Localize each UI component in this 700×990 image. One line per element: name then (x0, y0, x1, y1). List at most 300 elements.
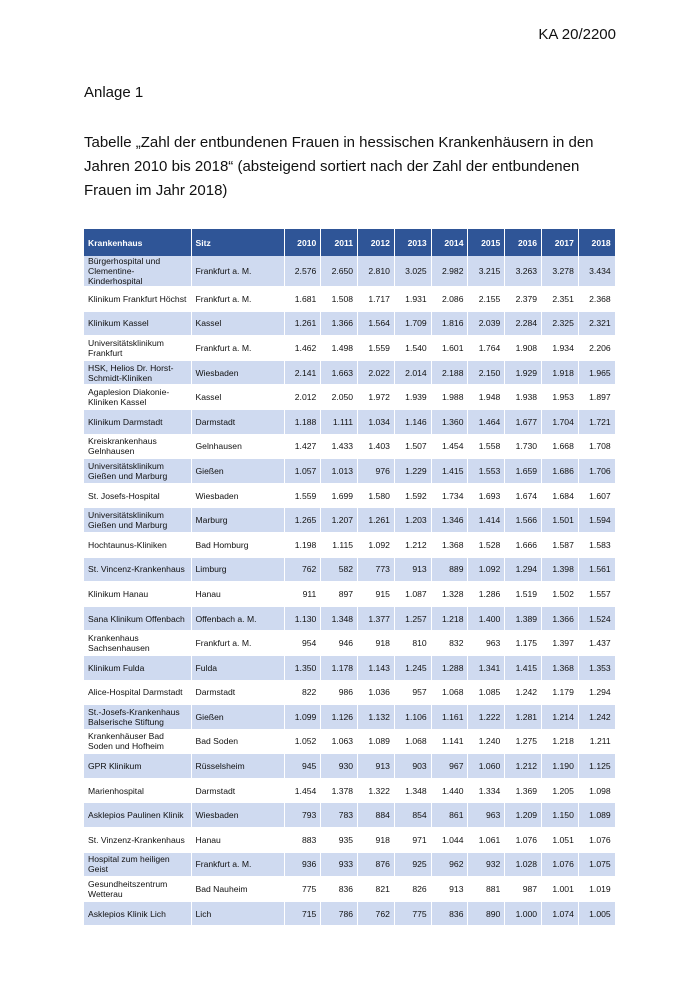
births-count-cell: 1.092 (468, 557, 505, 582)
births-count-cell: 1.089 (578, 803, 615, 828)
births-count-cell: 2.650 (321, 256, 358, 287)
births-count-cell: 1.559 (358, 336, 395, 361)
births-count-cell: 1.400 (468, 606, 505, 631)
hospital-name-cell: St. Josefs-Hospital (84, 483, 191, 508)
births-count-cell: 1.051 (542, 828, 579, 853)
column-header: 2016 (505, 229, 542, 256)
births-count-cell: 1.146 (394, 409, 431, 434)
hospital-name-cell: St.-Josefs-Krankenhaus Balserische Stiftung (84, 705, 191, 730)
births-count-cell: 1.089 (358, 729, 395, 754)
births-count-cell: 1.092 (358, 532, 395, 557)
location-cell: Frankfurt a. M. (191, 256, 284, 287)
births-count-cell: 1.218 (431, 606, 468, 631)
hospital-name-cell: St. Vincenz-Krankenhaus (84, 557, 191, 582)
table-row (84, 655, 615, 680)
births-count-cell: 1.175 (505, 631, 542, 656)
births-count-cell: 1.686 (542, 459, 579, 484)
births-count-cell: 1.286 (468, 582, 505, 607)
table-body (84, 256, 615, 926)
births-count-cell: 911 (284, 582, 321, 607)
births-count-cell: 1.075 (578, 852, 615, 877)
births-count-cell: 1.706 (578, 459, 615, 484)
location-cell: Rüsselsheim (191, 754, 284, 779)
births-count-cell: 1.212 (394, 532, 431, 557)
births-count-cell: 1.106 (394, 705, 431, 730)
births-count-cell: 1.076 (542, 852, 579, 877)
births-count-cell: 1.245 (394, 655, 431, 680)
births-count-cell: 1.281 (505, 705, 542, 730)
births-count-cell: 1.553 (468, 459, 505, 484)
location-cell: Hanau (191, 828, 284, 853)
births-count-cell: 1.366 (321, 311, 358, 336)
births-count-cell: 925 (394, 852, 431, 877)
births-count-cell: 1.074 (542, 901, 579, 926)
births-count-cell: 826 (394, 877, 431, 902)
births-count-cell: 1.240 (468, 729, 505, 754)
births-count-cell: 971 (394, 828, 431, 853)
column-header: 2010 (284, 229, 321, 256)
births-count-cell: 1.528 (468, 532, 505, 557)
table-row (84, 409, 615, 434)
births-count-cell: 2.321 (578, 311, 615, 336)
births-count-cell: 1.350 (284, 655, 321, 680)
location-cell: Bad Homburg (191, 532, 284, 557)
births-count-cell: 1.580 (358, 483, 395, 508)
table-row (84, 360, 615, 385)
column-header: Sitz (191, 229, 284, 256)
births-count-cell: 1.594 (578, 508, 615, 533)
births-count-cell: 1.115 (321, 532, 358, 557)
births-count-cell: 2.141 (284, 360, 321, 385)
births-count-cell: 915 (358, 582, 395, 607)
births-count-cell: 3.215 (468, 256, 505, 287)
location-cell: Offenbach a. M. (191, 606, 284, 631)
births-count-cell: 1.261 (358, 508, 395, 533)
births-count-cell: 2.188 (431, 360, 468, 385)
header-row (84, 229, 615, 256)
births-count-cell: 962 (431, 852, 468, 877)
column-header: 2014 (431, 229, 468, 256)
births-count-cell: 884 (358, 803, 395, 828)
births-count-cell: 1.068 (394, 729, 431, 754)
births-count-cell: 1.126 (321, 705, 358, 730)
births-count-cell: 1.965 (578, 360, 615, 385)
births-count-cell: 987 (505, 877, 542, 902)
location-cell: Frankfurt a. M. (191, 336, 284, 361)
births-count-cell: 1.294 (578, 680, 615, 705)
births-count-cell: 1.275 (505, 729, 542, 754)
births-count-cell: 932 (468, 852, 505, 877)
births-count-cell: 810 (394, 631, 431, 656)
births-count-cell: 1.087 (394, 582, 431, 607)
births-count-cell: 930 (321, 754, 358, 779)
births-count-cell: 1.368 (542, 655, 579, 680)
document-reference: KA 20/2200 (538, 26, 616, 43)
births-count-cell: 1.938 (505, 385, 542, 410)
births-count-cell: 1.557 (578, 582, 615, 607)
hospital-name-cell: GPR Klinikum (84, 754, 191, 779)
births-count-cell: 903 (394, 754, 431, 779)
births-count-cell: 1.132 (358, 705, 395, 730)
table-row (84, 385, 615, 410)
births-count-cell: 1.368 (431, 532, 468, 557)
column-header: 2015 (468, 229, 505, 256)
births-count-cell: 1.464 (468, 409, 505, 434)
births-count-cell: 876 (358, 852, 395, 877)
location-cell: Fulda (191, 655, 284, 680)
location-cell: Bad Nauheim (191, 877, 284, 902)
births-count-cell: 1.897 (578, 385, 615, 410)
births-count-cell: 1.218 (542, 729, 579, 754)
births-count-cell: 1.454 (431, 434, 468, 459)
births-count-cell: 1.415 (431, 459, 468, 484)
births-count-cell: 3.434 (578, 256, 615, 287)
table-row (84, 754, 615, 779)
births-count-cell: 1.674 (505, 483, 542, 508)
location-cell: Darmstadt (191, 680, 284, 705)
births-count-cell: 1.948 (468, 385, 505, 410)
births-count-cell: 1.693 (468, 483, 505, 508)
births-count-cell: 762 (284, 557, 321, 582)
births-count-cell: 1.212 (505, 754, 542, 779)
births-count-cell: 832 (431, 631, 468, 656)
births-count-cell: 1.677 (505, 409, 542, 434)
table-row (84, 256, 615, 287)
hospital-name-cell: HSK, Helios Dr. Horst-Schmidt-Kliniken (84, 360, 191, 385)
births-count-cell: 1.721 (578, 409, 615, 434)
births-count-cell: 1.130 (284, 606, 321, 631)
births-count-cell: 2.284 (505, 311, 542, 336)
births-count-cell: 1.111 (321, 409, 358, 434)
births-count-cell: 963 (468, 631, 505, 656)
table-row (84, 311, 615, 336)
births-count-cell: 1.704 (542, 409, 579, 434)
births-count-cell: 1.601 (431, 336, 468, 361)
location-cell: Gelnhausen (191, 434, 284, 459)
births-count-cell: 2.368 (578, 287, 615, 312)
births-count-cell: 1.583 (578, 532, 615, 557)
births-count-cell: 1.346 (431, 508, 468, 533)
hospital-name-cell: Agaplesion Diakonie-Kliniken Kassel (84, 385, 191, 410)
births-count-cell: 933 (321, 852, 358, 877)
births-count-cell: 1.462 (284, 336, 321, 361)
births-count-cell: 2.982 (431, 256, 468, 287)
births-count-cell: 1.939 (394, 385, 431, 410)
table-row (84, 287, 615, 312)
births-count-cell: 1.242 (578, 705, 615, 730)
births-count-cell: 1.057 (284, 459, 321, 484)
births-count-cell: 1.098 (578, 778, 615, 803)
births-count-cell: 1.211 (578, 729, 615, 754)
births-count-cell: 1.398 (542, 557, 579, 582)
births-count-cell: 1.036 (358, 680, 395, 705)
location-cell: Frankfurt a. M. (191, 631, 284, 656)
births-count-cell: 1.666 (505, 532, 542, 557)
births-count-cell: 2.325 (542, 311, 579, 336)
births-count-cell: 967 (431, 754, 468, 779)
births-count-cell: 773 (358, 557, 395, 582)
births-count-cell: 2.576 (284, 256, 321, 287)
table-row (84, 483, 615, 508)
births-count-cell: 1.034 (358, 409, 395, 434)
location-cell: Frankfurt a. M. (191, 287, 284, 312)
births-count-cell: 1.397 (542, 631, 579, 656)
births-count-cell: 1.099 (284, 705, 321, 730)
births-count-cell: 1.161 (431, 705, 468, 730)
births-count-cell: 1.369 (505, 778, 542, 803)
table-row (84, 606, 615, 631)
table-header (84, 229, 615, 256)
births-count-cell: 1.229 (394, 459, 431, 484)
births-count-cell: 1.498 (321, 336, 358, 361)
births-count-cell: 1.341 (468, 655, 505, 680)
hospital-name-cell: Klinikum Hanau (84, 582, 191, 607)
births-count-cell: 2.086 (431, 287, 468, 312)
location-cell: Hanau (191, 582, 284, 607)
births-count-cell: 1.730 (505, 434, 542, 459)
births-count-cell: 783 (321, 803, 358, 828)
births-count-cell: 2.012 (284, 385, 321, 410)
births-count-cell: 986 (321, 680, 358, 705)
births-count-cell: 1.414 (468, 508, 505, 533)
births-count-cell: 1.085 (468, 680, 505, 705)
table-row (84, 778, 615, 803)
location-cell: Lich (191, 901, 284, 926)
births-count-cell: 1.214 (542, 705, 579, 730)
births-count-cell: 1.699 (321, 483, 358, 508)
hospital-name-cell: Universitätsklinikum Gießen und Marburg (84, 508, 191, 533)
births-count-cell: 786 (321, 901, 358, 926)
births-count-cell: 1.013 (321, 459, 358, 484)
births-count-cell: 762 (358, 901, 395, 926)
births-count-cell: 1.564 (358, 311, 395, 336)
births-count-cell: 793 (284, 803, 321, 828)
hospital-name-cell: Alice-Hospital Darmstadt (84, 680, 191, 705)
births-count-cell: 881 (468, 877, 505, 902)
births-count-cell: 890 (468, 901, 505, 926)
births-count-cell: 1.141 (431, 729, 468, 754)
births-count-cell: 1.328 (431, 582, 468, 607)
location-cell: Gießen (191, 459, 284, 484)
births-count-cell: 918 (358, 631, 395, 656)
births-count-cell: 1.001 (542, 877, 579, 902)
hospital-name-cell: Universitätsklinikum Frankfurt (84, 336, 191, 361)
table-row (84, 680, 615, 705)
births-count-cell: 1.524 (578, 606, 615, 631)
births-count-cell: 1.972 (358, 385, 395, 410)
table-row (84, 803, 615, 828)
births-count-cell: 1.203 (394, 508, 431, 533)
births-count-cell: 889 (431, 557, 468, 582)
hospital-name-cell: St. Vinzenz-Krankenhaus (84, 828, 191, 853)
hospital-name-cell: Sana Klinikum Offenbach (84, 606, 191, 631)
births-count-cell: 861 (431, 803, 468, 828)
column-header: Krankenhaus (84, 229, 191, 256)
table-row (84, 852, 615, 877)
births-count-cell: 1.734 (431, 483, 468, 508)
hospital-name-cell: Krankenhäuser Bad Soden und Hofheim (84, 729, 191, 754)
births-count-cell: 3.025 (394, 256, 431, 287)
births-count-cell: 1.052 (284, 729, 321, 754)
births-count-cell: 1.508 (321, 287, 358, 312)
births-count-cell: 1.060 (468, 754, 505, 779)
births-count-cell: 1.929 (505, 360, 542, 385)
data-table (84, 229, 616, 926)
table-row (84, 434, 615, 459)
births-count-cell: 1.561 (578, 557, 615, 582)
births-count-cell: 1.000 (505, 901, 542, 926)
births-count-cell: 1.261 (284, 311, 321, 336)
births-count-cell: 1.684 (542, 483, 579, 508)
location-cell: Marburg (191, 508, 284, 533)
births-count-cell: 1.005 (578, 901, 615, 926)
births-count-cell: 1.415 (505, 655, 542, 680)
births-count-cell: 1.265 (284, 508, 321, 533)
hospital-name-cell: Klinikum Darmstadt (84, 409, 191, 434)
births-count-cell: 957 (394, 680, 431, 705)
births-count-cell: 1.931 (394, 287, 431, 312)
table-row (84, 828, 615, 853)
births-count-cell: 935 (321, 828, 358, 853)
births-count-cell: 1.360 (431, 409, 468, 434)
births-count-cell: 1.587 (542, 532, 579, 557)
table-row (84, 532, 615, 557)
births-count-cell: 2.150 (468, 360, 505, 385)
births-count-cell: 1.178 (321, 655, 358, 680)
hospital-name-cell: Hochtaunus-Kliniken (84, 532, 191, 557)
births-count-cell: 854 (394, 803, 431, 828)
hospital-name-cell: Klinikum Frankfurt Höchst (84, 287, 191, 312)
births-count-cell: 1.222 (468, 705, 505, 730)
births-count-cell: 946 (321, 631, 358, 656)
column-header: 2013 (394, 229, 431, 256)
births-count-cell: 1.061 (468, 828, 505, 853)
births-count-cell: 913 (431, 877, 468, 902)
births-count-cell: 1.125 (578, 754, 615, 779)
table-row (84, 557, 615, 582)
table-row (84, 901, 615, 926)
births-count-cell: 1.501 (542, 508, 579, 533)
births-count-cell: 1.242 (505, 680, 542, 705)
location-cell: Darmstadt (191, 778, 284, 803)
location-cell: Kassel (191, 385, 284, 410)
births-count-cell: 1.454 (284, 778, 321, 803)
births-count-cell: 1.908 (505, 336, 542, 361)
location-cell: Darmstadt (191, 409, 284, 434)
hospital-name-cell: Marienhospital (84, 778, 191, 803)
table-row (84, 705, 615, 730)
births-count-cell: 1.816 (431, 311, 468, 336)
births-count-cell: 1.294 (505, 557, 542, 582)
hospital-name-cell: Kreiskrankenhaus Gelnhausen (84, 434, 191, 459)
births-count-cell: 1.709 (394, 311, 431, 336)
births-count-cell: 2.379 (505, 287, 542, 312)
births-count-cell: 836 (321, 877, 358, 902)
hospital-name-cell: Klinikum Fulda (84, 655, 191, 680)
table-row (84, 508, 615, 533)
births-count-cell: 1.179 (542, 680, 579, 705)
births-count-cell: 1.190 (542, 754, 579, 779)
births-count-cell: 1.663 (321, 360, 358, 385)
births-count-cell: 2.810 (358, 256, 395, 287)
location-cell: Limburg (191, 557, 284, 582)
births-count-cell: 1.205 (542, 778, 579, 803)
hospital-name-cell: Asklepios Paulinen Klinik (84, 803, 191, 828)
births-count-cell: 1.659 (505, 459, 542, 484)
births-count-cell: 1.708 (578, 434, 615, 459)
births-count-cell: 1.540 (394, 336, 431, 361)
births-count-cell: 1.353 (578, 655, 615, 680)
births-count-cell: 1.366 (542, 606, 579, 631)
hospital-name-cell: Hospital zum heiligen Geist (84, 852, 191, 877)
births-count-cell: 1.559 (284, 483, 321, 508)
births-count-cell: 1.044 (431, 828, 468, 853)
births-count-cell: 775 (394, 901, 431, 926)
births-count-cell: 963 (468, 803, 505, 828)
hospital-name-cell: Bürgerhospital und Clementine-Kinderhospital (84, 256, 191, 287)
table-row (84, 877, 615, 902)
births-count-cell: 1.558 (468, 434, 505, 459)
births-count-cell: 1.502 (542, 582, 579, 607)
births-count-cell: 582 (321, 557, 358, 582)
births-count-cell: 913 (358, 754, 395, 779)
births-count-cell: 1.953 (542, 385, 579, 410)
hospital-name-cell: Klinikum Kassel (84, 311, 191, 336)
births-count-cell: 1.592 (394, 483, 431, 508)
births-count-cell: 1.288 (431, 655, 468, 680)
births-count-cell: 1.322 (358, 778, 395, 803)
births-count-cell: 836 (431, 901, 468, 926)
births-count-cell: 1.188 (284, 409, 321, 434)
location-cell: Wiesbaden (191, 803, 284, 828)
hospital-name-cell: Gesundheitszentrum Wetterau (84, 877, 191, 902)
location-cell: Frankfurt a. M. (191, 852, 284, 877)
births-count-cell: 2.351 (542, 287, 579, 312)
births-count-cell: 2.206 (578, 336, 615, 361)
births-count-cell: 945 (284, 754, 321, 779)
table-row (84, 729, 615, 754)
births-count-cell: 2.039 (468, 311, 505, 336)
births-count-cell: 821 (358, 877, 395, 902)
births-count-cell: 1.668 (542, 434, 579, 459)
births-count-cell: 1.207 (321, 508, 358, 533)
hospital-name-cell: Asklepios Klinik Lich (84, 901, 191, 926)
births-count-cell: 1.348 (321, 606, 358, 631)
births-count-cell: 1.068 (431, 680, 468, 705)
births-count-cell: 1.063 (321, 729, 358, 754)
births-count-cell: 913 (394, 557, 431, 582)
births-count-cell: 1.437 (578, 631, 615, 656)
table-row (84, 582, 615, 607)
births-count-cell: 1.427 (284, 434, 321, 459)
attachment-label: Anlage 1 (84, 84, 144, 101)
hospital-name-cell: Universitätsklinikum Gießen und Marburg (84, 459, 191, 484)
births-count-cell: 2.050 (321, 385, 358, 410)
table-row (84, 336, 615, 361)
column-header: 2012 (358, 229, 395, 256)
births-count-cell: 976 (358, 459, 395, 484)
births-count-cell: 1.403 (358, 434, 395, 459)
births-count-cell: 1.150 (542, 803, 579, 828)
hospital-name-cell: Krankenhaus Sachsenhausen (84, 631, 191, 656)
births-count-cell: 1.076 (505, 828, 542, 853)
location-cell: Gießen (191, 705, 284, 730)
births-count-cell: 1.377 (358, 606, 395, 631)
location-cell: Wiesbaden (191, 360, 284, 385)
births-count-cell: 936 (284, 852, 321, 877)
births-count-cell: 918 (358, 828, 395, 853)
births-count-cell: 1.389 (505, 606, 542, 631)
